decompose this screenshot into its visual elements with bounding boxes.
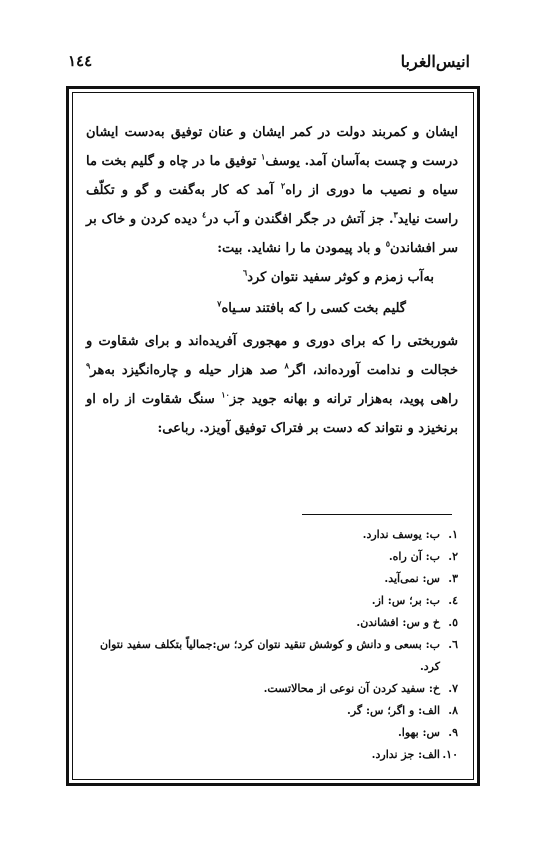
text-run: آمد که کار به‌گفت و گو و تکلّف راست نیاید: [86, 183, 458, 227]
text-run: دیده کردن و خاک بر سر افشاندن: [86, 212, 458, 256]
page-number: ١٤٤: [68, 52, 93, 70]
footnote-text: ب: بسعی و دانش و کوشش تنقید نتوان کرد؛ س:جمالیاً بتکلف سفید نتوان کرد.: [99, 638, 440, 673]
verse-text: گلیم بخت کسی را که بافتند سـیاه: [221, 301, 406, 316]
footnote: [86, 590, 458, 612]
footnote-number: ٥.: [448, 616, 458, 629]
footnote-marker: ٨: [284, 360, 289, 371]
text-run: ایشان و کمربند دولت در کمر ایشان و عنان توفیق به‌دست ایشان درست و چست به‌آسان آمد. یوسف: [86, 125, 458, 169]
footnote-text: الف: و اگر؛ س: گر.: [347, 704, 440, 717]
footnote: [86, 634, 458, 678]
footnote-marker: ٣: [393, 209, 398, 220]
footnote: [86, 678, 458, 700]
footnote-marker: ١٠: [221, 389, 230, 400]
footnote-number: ٢.: [448, 550, 458, 563]
paragraph-1: [86, 118, 458, 263]
running-title: انیس‌الغربا: [400, 52, 470, 71]
text-run: و باد پیمودن ما را نشاید. بیت:: [217, 241, 386, 256]
verse-line-1: [86, 263, 458, 292]
text-run: توفیق ما در چاه و گلیم بخت ما سیاه و نصیب ما دوری از راه: [86, 154, 458, 198]
footnote-text: خ و س: افشاندن.: [356, 616, 440, 629]
footnote-marker: ١: [261, 151, 266, 162]
verse-line-2: [86, 294, 458, 323]
footnote-number: ٣.: [448, 572, 458, 585]
footnote: [86, 744, 458, 766]
footnote: [86, 700, 458, 722]
text-run: راهی پوید، به‌هزار ترانه و بهانه جوید جز: [229, 392, 458, 407]
text-run: . جز آتش در جگر افگندن و آب در: [206, 212, 394, 227]
text-run: صد هزار حیله و چاره‌انگیزد به‌هر: [90, 363, 285, 378]
footnote: [86, 546, 458, 568]
text-run: سنگ شقاوت از راه او برنخیزد و نتواند که دست بر فتراک توفیق آویزد. رباعی:: [86, 392, 458, 436]
paragraph-2: [86, 327, 458, 443]
footnote: [86, 612, 458, 634]
main-text: [86, 118, 458, 443]
footnote: [86, 722, 458, 744]
footnote-text: خ: سفید کردن آن نوعی از محالاتست.: [263, 682, 440, 695]
footnote-marker: ٢: [280, 180, 286, 191]
footnote-marker: ٦: [242, 267, 248, 278]
footnote-text: س: بهوا.: [397, 726, 440, 739]
text-run: شوربختی را که برای دوری و مهجوری آفریده‌اند و برای شقاوت و خجالت و ندامت آورده‌اند، اگر: [86, 334, 458, 378]
footnote-number: ٨.: [448, 704, 458, 717]
footnote-text: ب: یوسف ندارد.: [362, 528, 440, 541]
footnote-number: ٤.: [448, 594, 458, 607]
footnote-text: ب: آن راه.: [388, 550, 440, 563]
footnote-divider: [302, 514, 452, 515]
footnote-text: ب: بر؛ س: از.: [371, 594, 440, 607]
footnote-number: ٩.: [448, 726, 458, 739]
page-header: [68, 52, 470, 76]
footnote-number: ٦.: [448, 638, 458, 651]
footnote-number: ١.: [448, 528, 458, 541]
footnote-number: ١٠.: [442, 748, 458, 761]
footnote-marker: ٥: [385, 238, 391, 249]
footnote: [86, 568, 458, 590]
footnote-marker: ٤: [202, 209, 207, 220]
verse-text: به‌آب زمزم و کوثر سفید نتوان کرد: [247, 270, 434, 285]
footnote-marker: ٧: [217, 298, 222, 309]
footnote: [86, 524, 458, 546]
footnote-number: ٧.: [448, 682, 458, 695]
footnote-text: الف: جز ندارد.: [371, 748, 440, 761]
footnote-marker: ٩: [86, 360, 91, 371]
footnotes: [86, 524, 458, 766]
footnote-text: س: نمی‌آید.: [384, 572, 440, 585]
